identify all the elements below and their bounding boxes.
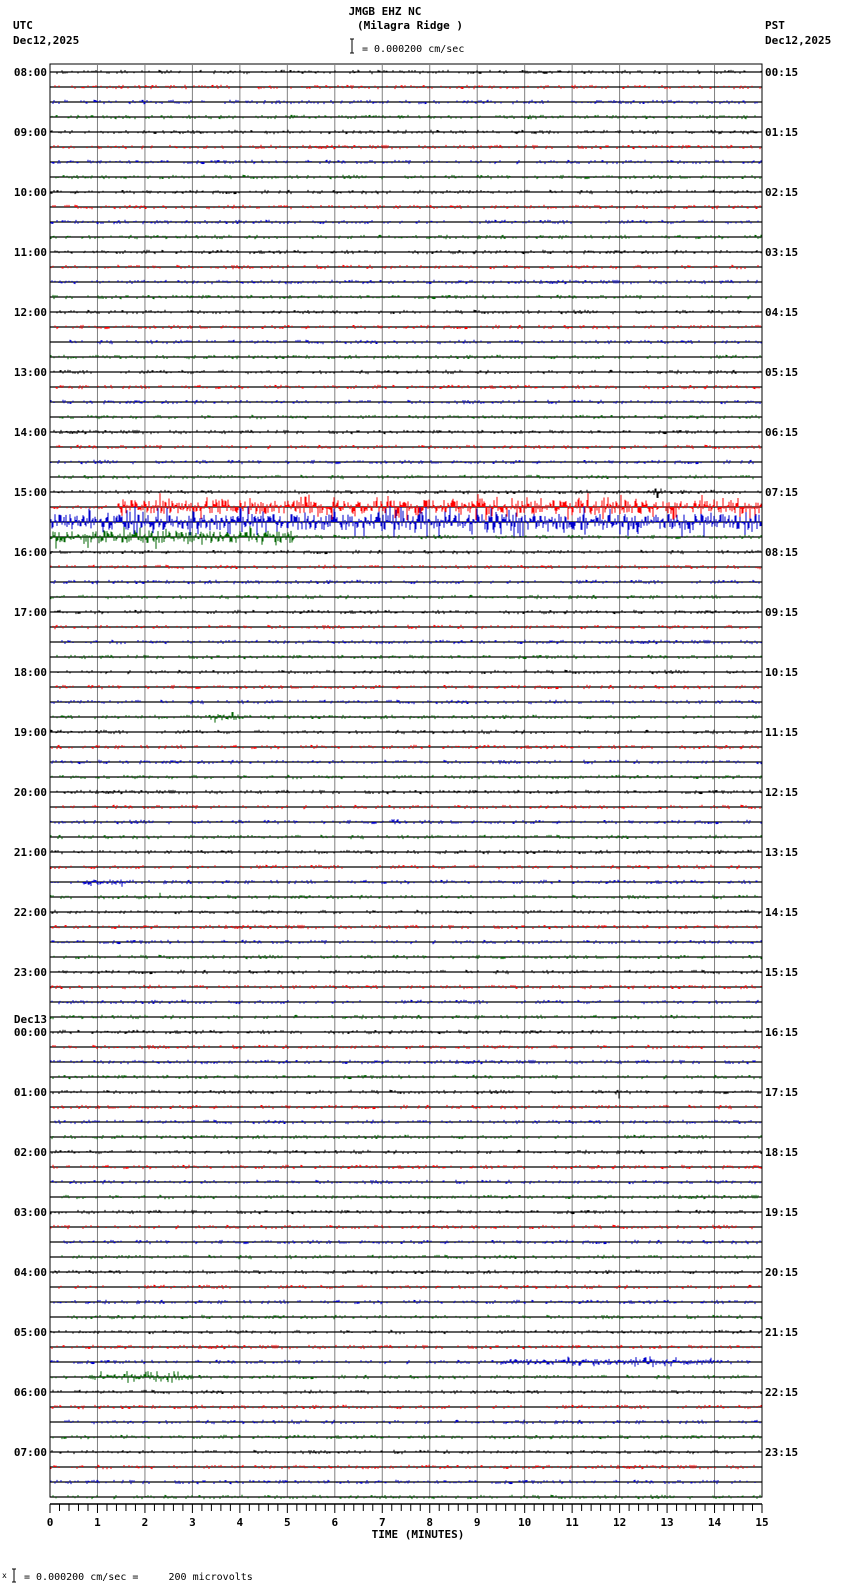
trace-5 (50, 145, 762, 149)
pst-hour-label: 14:15 (765, 906, 799, 919)
right-timezone: PST (765, 19, 785, 32)
pst-hour-label: 13:15 (765, 846, 799, 859)
pst-hour-label: 03:15 (765, 246, 799, 259)
utc-hour-label: 07:00 (13, 1446, 47, 1459)
x-tick-label: 15 (755, 1516, 769, 1529)
right-date: Dec12,2025 (765, 34, 832, 47)
trace-signal (51, 893, 757, 899)
pst-hour-label: 23:15 (765, 1446, 799, 1459)
pst-hour-label: 08:15 (765, 546, 799, 559)
x-tick-label: 6 (331, 1516, 339, 1529)
trace-92 (50, 1450, 762, 1454)
trace-56 (50, 910, 762, 914)
trace-69 (50, 1105, 762, 1109)
left-timezone: UTC (13, 19, 33, 32)
pst-hour-label: 19:15 (765, 1206, 799, 1219)
trace-53 (50, 865, 762, 869)
pst-hour-label: 11:15 (765, 726, 799, 739)
trace-86 (50, 1356, 762, 1367)
utc-hour-label: 22:00 (13, 906, 47, 919)
trace-3 (50, 115, 762, 119)
trace-27 (50, 475, 762, 479)
utc-hour-label: 00:00 (13, 1026, 47, 1039)
scale-bar-icon (350, 39, 354, 53)
trace-40 (50, 670, 762, 674)
trace-52 (50, 850, 762, 854)
utc-hour-label: 14:00 (13, 426, 47, 439)
trace-16 (50, 310, 762, 314)
trace-41 (50, 685, 762, 689)
x-tick-label: 13 (660, 1516, 674, 1529)
x-tick-label: 2 (141, 1516, 149, 1529)
trace-23 (50, 415, 762, 419)
footer-scale-text: = 0.000200 cm/sec = 200 microvolts (24, 1572, 253, 1583)
trace-31 (50, 526, 762, 549)
trace-82 (50, 1300, 762, 1304)
pst-hour-label: 10:15 (765, 666, 799, 679)
trace-22 (50, 400, 762, 404)
plot-frame (50, 64, 762, 1497)
trace-62 (50, 1000, 762, 1004)
trace-67 (50, 1075, 762, 1079)
trace-20 (50, 370, 762, 374)
trace-10 (50, 220, 762, 224)
trace-32 (50, 550, 762, 554)
utc-hour-label: 18:00 (13, 666, 47, 679)
trace-25 (50, 445, 762, 449)
left-date: Dec12,2025 (13, 34, 80, 47)
trace-49 (50, 805, 762, 809)
trace-42 (50, 700, 762, 704)
trace-36 (50, 610, 762, 614)
trace-48 (50, 790, 762, 794)
pst-hour-label: 02:15 (765, 186, 799, 199)
trace-7 (50, 175, 762, 179)
footer-scale-bar-icon (12, 1569, 16, 1582)
x-axis-label: TIME (MINUTES) (371, 1528, 465, 1541)
trace-30 (50, 506, 762, 537)
x-tick-label: 11 (565, 1516, 579, 1529)
pst-hour-label: 12:15 (765, 786, 799, 799)
trace-58 (50, 940, 762, 944)
trace-60 (50, 970, 762, 974)
trace-signal (52, 880, 757, 887)
trace-55 (50, 893, 762, 899)
trace-47 (50, 775, 762, 779)
trace-72 (50, 1150, 762, 1154)
trace-54 (50, 880, 762, 887)
x-tick-label: 8 (426, 1516, 434, 1529)
trace-28 (50, 489, 762, 499)
pst-hour-label: 09:15 (765, 606, 799, 619)
trace-71 (50, 1135, 762, 1139)
utc-hour-label: 01:00 (13, 1086, 47, 1099)
pst-hour-label: 22:15 (765, 1386, 799, 1399)
x-tick-label: 10 (518, 1516, 532, 1529)
trace-85 (50, 1345, 762, 1349)
x-tick-label: 4 (236, 1516, 244, 1529)
trace-14 (50, 280, 762, 284)
x-tick-label: 3 (189, 1516, 196, 1529)
trace-66 (50, 1060, 762, 1064)
trace-26 (50, 460, 762, 464)
trace-59 (50, 955, 762, 959)
trace-70 (50, 1120, 762, 1124)
trace-89 (50, 1405, 762, 1409)
pst-hour-label: 21:15 (765, 1326, 799, 1339)
trace-91 (50, 1435, 762, 1439)
utc-hour-label: 08:00 (13, 66, 47, 79)
date-change-label: Dec13 (13, 1013, 47, 1026)
trace-95 (50, 1495, 762, 1499)
trace-63 (50, 1015, 762, 1019)
trace-11 (50, 235, 762, 239)
trace-78 (50, 1240, 762, 1244)
trace-19 (50, 355, 762, 359)
utc-hour-label: 05:00 (13, 1326, 47, 1339)
pst-hour-label: 06:15 (765, 426, 799, 439)
utc-hour-label: 17:00 (13, 606, 47, 619)
trace-39 (50, 655, 762, 659)
station-title: JMGB EHZ NC (348, 5, 422, 18)
trace-29 (50, 493, 762, 521)
trace-50 (50, 819, 762, 824)
trace-35 (50, 595, 762, 599)
trace-84 (50, 1330, 762, 1334)
utc-hour-label: 02:00 (13, 1146, 47, 1159)
utc-hour-label: 19:00 (13, 726, 47, 739)
trace-80 (50, 1270, 762, 1274)
utc-hour-label: 03:00 (13, 1206, 47, 1219)
trace-13 (50, 265, 762, 269)
trace-90 (50, 1420, 762, 1424)
pst-hour-label: 15:15 (765, 966, 799, 979)
trace-51 (50, 835, 762, 839)
x-tick-label: 5 (284, 1516, 291, 1529)
trace-75 (50, 1195, 762, 1199)
pst-hour-label: 00:15 (765, 66, 799, 79)
trace-64 (50, 1030, 762, 1034)
trace-0 (50, 70, 762, 74)
trace-44 (50, 730, 762, 734)
utc-hour-label: 10:00 (13, 186, 47, 199)
utc-hour-label: 04:00 (13, 1266, 47, 1279)
pst-hour-label: 05:15 (765, 366, 799, 379)
trace-signal (53, 1090, 760, 1099)
utc-hour-label: 23:00 (13, 966, 47, 979)
x-tick-label: 9 (473, 1516, 481, 1529)
trace-9 (50, 205, 762, 209)
trace-87 (50, 1371, 762, 1383)
utc-hour-label: 09:00 (13, 126, 47, 139)
trace-4 (50, 130, 762, 134)
scale-text: = 0.000200 cm/sec (362, 44, 465, 55)
trace-83 (50, 1315, 762, 1319)
pst-hour-label: 18:15 (765, 1146, 799, 1159)
utc-hour-label: 12:00 (13, 306, 47, 319)
x-tick-label: 14 (707, 1516, 722, 1529)
trace-6 (50, 160, 762, 164)
trace-15 (50, 295, 762, 299)
pst-hour-label: 01:15 (765, 126, 799, 139)
utc-hour-label: 06:00 (13, 1386, 47, 1399)
utc-hour-label: 16:00 (13, 546, 47, 559)
pst-hour-label: 20:15 (765, 1266, 799, 1279)
trace-signal (56, 385, 759, 389)
utc-hour-label: 21:00 (13, 846, 47, 859)
trace-61 (50, 985, 762, 989)
trace-21 (50, 385, 762, 389)
trace-45 (50, 745, 762, 749)
trace-57 (50, 925, 762, 929)
x-tick-label: 7 (378, 1516, 386, 1529)
trace-8 (50, 190, 762, 194)
trace-12 (50, 250, 762, 254)
x-tick-label: 0 (46, 1516, 54, 1529)
trace-79 (50, 1255, 762, 1259)
trace-76 (50, 1210, 762, 1214)
trace-34 (50, 580, 762, 584)
trace-65 (50, 1045, 762, 1049)
pst-hour-label: 07:15 (765, 486, 799, 499)
trace-73 (50, 1165, 762, 1169)
trace-2 (50, 100, 762, 104)
trace-17 (50, 325, 762, 329)
trace-93 (50, 1465, 762, 1469)
pst-hour-label: 04:15 (765, 306, 799, 319)
trace-1 (50, 85, 762, 89)
utc-hour-label: 11:00 (13, 246, 47, 259)
trace-74 (50, 1180, 762, 1184)
utc-hour-label: 13:00 (13, 366, 47, 379)
trace-signal (51, 460, 753, 464)
trace-37 (50, 625, 762, 629)
trace-18 (50, 340, 762, 344)
trace-33 (50, 565, 762, 569)
trace-signal (56, 175, 760, 179)
utc-hour-label: 20:00 (13, 786, 47, 799)
trace-94 (50, 1480, 762, 1484)
station-location: (Milagra Ridge ) (357, 19, 463, 32)
pst-hour-label: 16:15 (765, 1026, 799, 1039)
trace-77 (50, 1225, 762, 1229)
utc-hour-label: 15:00 (13, 486, 47, 499)
trace-81 (50, 1285, 762, 1289)
trace-signal (52, 1180, 760, 1184)
trace-88 (50, 1390, 762, 1394)
trace-24 (50, 430, 762, 434)
x-tick-label: 12 (612, 1516, 627, 1529)
x-tick-label: 1 (94, 1516, 101, 1529)
trace-43 (50, 712, 762, 723)
trace-46 (50, 760, 762, 764)
pst-hour-label: 17:15 (765, 1086, 799, 1099)
trace-68 (50, 1090, 762, 1099)
trace-38 (50, 640, 762, 644)
footer-marker: x (2, 1571, 7, 1580)
